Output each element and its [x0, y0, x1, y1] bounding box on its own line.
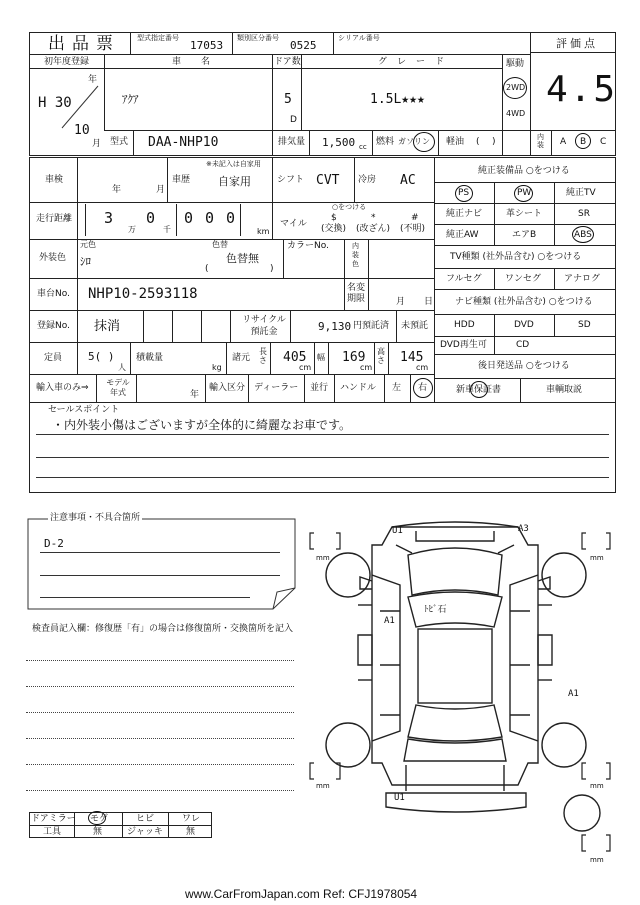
damage-u1-rear: U1 — [394, 793, 405, 803]
first-reg-month: 10 — [74, 123, 90, 138]
color-no-label: カラーNo. — [287, 241, 329, 251]
orig-color-label: 元色 — [80, 240, 96, 249]
notes-label: 注意事項・不具合箇所 — [50, 513, 141, 523]
height-value: 145 — [400, 350, 424, 365]
jack-value: 無 — [186, 827, 196, 837]
diagram-mm-rl: mm — [316, 782, 330, 790]
reg-no-label: 登録No. — [37, 321, 70, 331]
height-cm: cm — [416, 363, 429, 372]
exchange-label: (交換) — [321, 224, 347, 234]
tools-value: 無 — [93, 827, 103, 837]
navi-hdd: HDD — [454, 320, 475, 330]
score-value: 4.5 — [546, 69, 618, 110]
equipment-title: 純正装備品 ○をつける — [478, 166, 570, 176]
paren-close: ) — [492, 137, 496, 147]
damage-tobi-ishi: ﾄﾋﾞ石 — [424, 605, 447, 615]
length-label: 長さ — [259, 347, 267, 365]
notes-text: D-2 — [44, 537, 64, 550]
grade-value: 1.5L★★★ — [370, 92, 425, 107]
length-cm: cm — [299, 363, 312, 372]
import-year-unit: 年 — [190, 390, 200, 400]
name-change-month: 月 — [396, 297, 406, 307]
model-no-value: 17053 — [190, 39, 224, 52]
chassis-label: 車台No. — [37, 289, 70, 299]
kg-unit: kg — [212, 363, 222, 372]
import-class-label: 輸入区分 — [209, 383, 246, 393]
drive-2wd-circle — [503, 77, 527, 99]
equip-leather: 革シート — [506, 209, 543, 219]
diagram-mm-rr: mm — [590, 782, 604, 790]
name-change-day: 日 — [424, 297, 434, 307]
dims-label: 諸元 — [232, 353, 251, 363]
orig-color-value: ｼﾛ — [80, 255, 91, 268]
mileage-digit-1: 3 — [104, 209, 114, 227]
page-title: 出品票 — [48, 34, 120, 54]
capacity-label: 定員 — [44, 353, 63, 363]
grade-score-label: 評価点 — [556, 37, 598, 50]
dealer-option: ディーラー — [254, 383, 299, 393]
unknown-label: (不明) — [400, 224, 426, 234]
damage-u1-front: U1 — [392, 526, 403, 536]
sales-text: ・内外装小傷はございますが全体的に綺麗なお車です。 — [52, 418, 352, 432]
displacement-label: 排気量 — [278, 137, 306, 147]
car-name-label: 車名 — [172, 57, 231, 67]
handle-right-circle — [413, 378, 433, 398]
cd-label: CD — [516, 340, 530, 350]
color-label: 外装色 — [39, 253, 67, 263]
damage-a3: A3 — [518, 524, 529, 534]
repaint-value: 色替無 — [226, 252, 259, 265]
width-cm: cm — [360, 363, 373, 372]
recycle-value: 9,130 — [318, 320, 352, 333]
mileage-digit-2: 0 — [146, 209, 156, 227]
displacement-value: 1,500 — [322, 136, 356, 149]
recycle-unpaid: 未預託 — [401, 321, 429, 331]
interior-b-circle — [575, 133, 591, 149]
shaken-month-unit: 月 — [156, 185, 166, 195]
damage-a1-right: A1 — [568, 689, 579, 699]
mileage-digit-4: 0 — [205, 209, 215, 227]
navi-sd: SD — [578, 320, 591, 330]
car-name-value: ｱｸｱ — [122, 93, 139, 106]
navi-title: ナビ種類 (社外品含む) ○をつける — [455, 297, 593, 307]
history-value: 自家用 — [218, 175, 251, 188]
footer-ref: www.CarFromJapan.com Ref: CFJ1978054 — [185, 887, 418, 901]
dollar-sign: $ — [331, 213, 337, 223]
altered-label: (改ざん) — [356, 224, 391, 234]
tv-analog: アナログ — [564, 274, 601, 284]
doors-value: 5 — [284, 92, 292, 107]
equip-airbag: エアB — [512, 230, 537, 240]
month-unit: 月 — [92, 139, 102, 149]
tv-fullseg: フルセグ — [446, 274, 482, 284]
interior-a: A — [560, 137, 567, 147]
damage-a1-left: A1 — [384, 616, 395, 626]
inspector-label: 検査員記入欄：修復歴「有」の場合は修復箇所・交換箇所を記入 — [32, 624, 294, 634]
hash-sign: # — [411, 213, 419, 223]
mileage-digit-5: 0 — [226, 209, 236, 227]
tools-label: 工具 — [43, 827, 62, 837]
capacity-value: 5( ) — [88, 350, 115, 363]
class-no-label: 類別区分番号 — [237, 34, 279, 42]
recycle-paid: 円預託済 — [353, 321, 390, 331]
mileage-sen: 千 — [163, 225, 171, 234]
handle-right: 右 — [418, 383, 428, 393]
drive-2wd: 2WD — [506, 83, 526, 92]
shift-value: CVT — [316, 173, 340, 188]
model-year-label: モデル年式 — [106, 378, 130, 397]
tv-title: TV種類 (社外品含む) ○をつける — [450, 252, 582, 262]
year-unit: 年 — [88, 75, 98, 85]
mirror-label: ドアミラー — [31, 814, 76, 824]
circle-note: ○をつける — [332, 203, 367, 211]
fuel-diesel: 軽油 — [446, 137, 465, 147]
parallel-option: 並行 — [310, 383, 329, 393]
unregistered-note: ※未記入は自家用 — [206, 160, 261, 168]
load-label: 積載量 — [136, 353, 164, 363]
diagram-mm-fl: mm — [316, 554, 330, 562]
mileage-man: 万 — [128, 225, 136, 234]
repaint-paren-close: ) — [270, 264, 274, 274]
fuel-gasoline: ガソリン — [398, 137, 430, 146]
first-reg-era-year: H 30 — [38, 95, 72, 111]
later-manual: 車輌取説 — [546, 385, 583, 395]
shift-label: シフト — [277, 175, 305, 185]
jack-label: ジャッキ — [127, 827, 163, 837]
door-type: D — [290, 115, 297, 125]
recycle-label: リサイクル預託金 — [242, 315, 286, 337]
equip-pw: PW — [517, 188, 532, 198]
mileage-digit-3: 0 — [184, 209, 194, 227]
equip-navi: 純正ナビ — [446, 209, 483, 219]
mile-label: マイル — [280, 219, 307, 229]
equip-sr: SR — [578, 209, 590, 219]
mirror-moge: モゲ — [90, 814, 109, 824]
equip-ps-circle — [455, 185, 473, 202]
equip-tv: 純正TV — [566, 188, 596, 198]
grade-label: グレード — [378, 57, 455, 67]
sales-label: セールスポイント — [48, 405, 120, 415]
ac-label: 冷房 — [358, 175, 377, 185]
height-label: 高さ — [377, 347, 385, 365]
later-warranty-circle — [470, 381, 488, 398]
mileage-km: km — [257, 227, 270, 236]
doors-label: ドア数 — [274, 57, 301, 67]
first-reg-label: 初年度登録 — [44, 57, 90, 67]
diagram-mm-spare: mm — [590, 856, 604, 864]
fuel-gasoline-circle — [413, 132, 435, 152]
paren-open: ( — [476, 137, 480, 147]
dvd-play-label: DVD再生可 — [440, 340, 487, 350]
ac-value: AC — [400, 173, 416, 188]
inner-color-label: 内装色 — [352, 242, 359, 268]
cc-unit: cc — [359, 143, 367, 151]
drive-label: 駆動 — [506, 59, 525, 69]
equip-abs: ABS — [574, 230, 592, 240]
diagram-mm-fr: mm — [590, 554, 604, 562]
equip-pw-circle — [514, 185, 533, 202]
mirror-ware: ワレ — [182, 814, 201, 824]
repaint-paren-open: ( — [205, 264, 209, 274]
shaken-year-unit: 年 — [112, 185, 122, 195]
navi-dvd: DVD — [514, 320, 534, 330]
import-label: 輸入車のみ⇒ — [36, 383, 89, 393]
reg-status: 抹消 — [94, 319, 121, 334]
handle-left: 左 — [392, 383, 402, 393]
interior-b: B — [580, 137, 587, 147]
interior-c: C — [600, 137, 607, 147]
history-label: 車歴 — [172, 175, 191, 185]
mirror-hibi: ヒビ — [136, 814, 155, 824]
width-value: 169 — [342, 350, 366, 365]
shaken-label: 車検 — [45, 175, 64, 185]
mirror-moge-circle — [88, 811, 109, 825]
mileage-label: 走行距離 — [36, 214, 73, 224]
repaint-label: 色替 — [212, 240, 228, 249]
length-value: 405 — [283, 350, 307, 365]
class-no-value: 0525 — [290, 39, 317, 52]
model-no-label: 型式指定番号 — [137, 34, 179, 42]
width-label: 幅 — [317, 353, 325, 362]
equip-ps: PS — [458, 188, 470, 198]
type-label: 型式 — [110, 137, 129, 147]
interior-label: 内装 — [537, 133, 544, 149]
serial-label: シリアル番号 — [338, 34, 380, 42]
equip-aw: 純正AW — [446, 230, 479, 240]
tv-oneseg: ワンセグ — [505, 274, 542, 284]
handle-label: ハンドル — [340, 383, 377, 393]
fuel-label: 燃料 — [376, 137, 395, 147]
equip-abs-circle — [572, 226, 594, 243]
person-unit: 人 — [118, 363, 126, 372]
name-change-label: 名変期限 — [347, 283, 366, 304]
star-sign: * — [371, 213, 376, 223]
type-value: DAA-NHP10 — [148, 135, 219, 150]
later-title: 後日発送品 ○をつける — [478, 361, 570, 371]
drive-4wd: 4WD — [506, 109, 526, 118]
chassis-value: NHP10-2593118 — [88, 286, 198, 302]
later-warranty: 新車保証書 — [456, 385, 502, 395]
